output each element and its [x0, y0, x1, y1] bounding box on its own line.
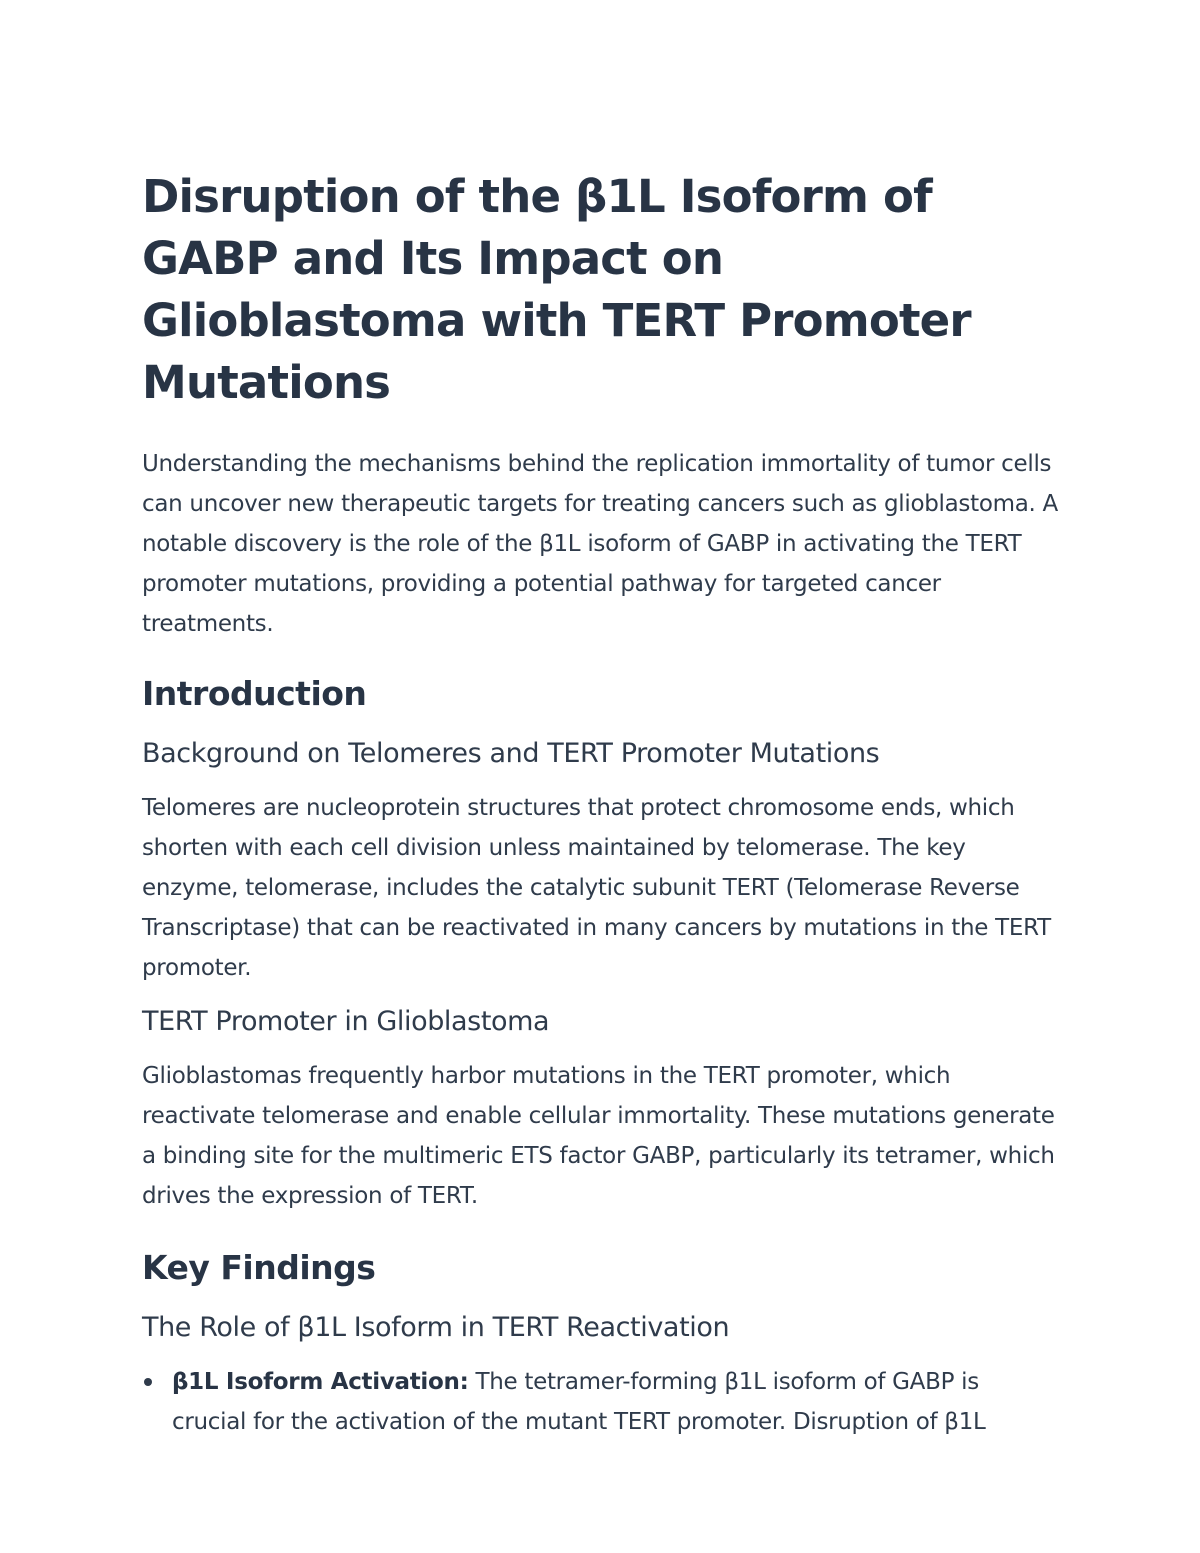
document-title: Disruption of the β1L Isoform of GABP and Its Impact on Glioblastoma with TERT Promoter Mutations: [142, 170, 971, 409]
subsection-heading-tert-glioblastoma: TERT Promoter in Glioblastoma: [142, 1006, 550, 1037]
bullet-label: β1L Isoform Activation:: [172, 1369, 469, 1395]
bullet-icon: [144, 1378, 152, 1386]
subsection-heading-background: Background on Telomeres and TERT Promoter Mutations: [142, 738, 880, 769]
subsection-heading-beta1l-role: The Role of β1L Isoform in TERT Reactivation: [142, 1312, 730, 1343]
paragraph-tert-glioblastoma: Glioblastomas frequently harbor mutations in the TERT promoter, which reactivate telomerase and enable cellular immortality. These mutations generate a binding site for the multimeric ETS factor GABP, particularly its tetramer, which drives the expression of TERT.: [142, 1063, 1055, 1209]
intro-paragraph: Understanding the mechanisms behind the replication immortality of tumor cells can uncover new therapeutic targets for treating cancers such as glioblastoma. A notable discovery is the role of the β1L isoform of GABP in activating the TERT promoter mutations, providing a potential pathway for targeted cancer treatments.: [142, 451, 1058, 637]
bullet-text: The tetramer-forming β1L isoform of GABP is crucial for the activation of the mutant TERT promoter. Disruption of β1L: [172, 1369, 986, 1435]
section-introduction: [142, 670, 1060, 1216]
paragraph-background: Telomeres are nucleoprotein structures that protect chromosome ends, which shorten with each cell division unless maintained by telomerase. The key enzyme, telomerase, includes the catalytic subunit TERT (Telomerase Reverse Transcriptase) that can be reactivated in many cancers by mutations in the TERT promoter.: [142, 795, 1051, 981]
list-item: [142, 1362, 1060, 1442]
findings-bullet-list: [142, 1362, 1060, 1442]
section-heading-introduction: Introduction: [142, 674, 367, 713]
section-key-findings: [142, 1244, 1060, 1442]
section-heading-key-findings: Key Findings: [142, 1248, 376, 1287]
